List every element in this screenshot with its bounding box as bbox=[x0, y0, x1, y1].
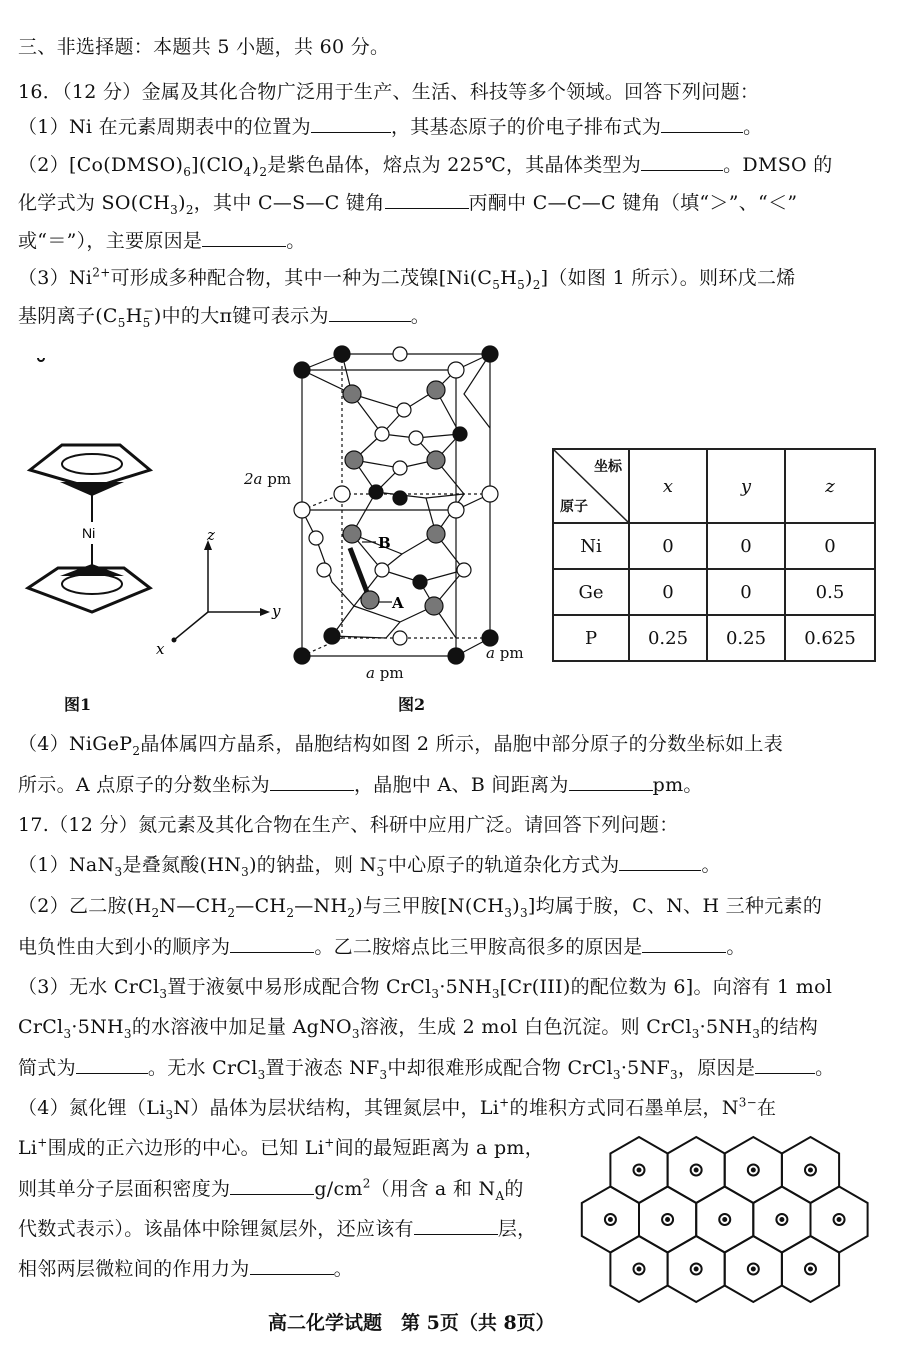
q16-stem: 16．（12 分）金属及其化合物广泛用于生产、生活、科技等多个领域。回答下列问题： bbox=[18, 81, 760, 103]
li3n-layer-figure bbox=[575, 1132, 885, 1312]
table-header-row bbox=[553, 449, 875, 523]
axis-z-label: z bbox=[207, 526, 215, 544]
q17-part3-line3: 简式为 。无水 CrCl$_3$置于液态 $NF_3$中却很难形成配合物 $CrCl_3\cdot 5NF_3$，原因是 。 bbox=[18, 1057, 835, 1082]
q17-part2-line1: （2）乙二胺$(H_2N—CH_2—CH_2—NH_2)$与三甲胺$[N(CH_3)_3]$均属于胺，C、N、H 三种元素的 bbox=[18, 895, 823, 920]
value-cell: 0 bbox=[629, 569, 707, 615]
q17-part3-line1: （3）无水 CrCl$_3$置于液氨中易形成配合物 $CrCl_3\cdot 5NH_3[Cr(III)$的配位数为 6]。向溶有 1 mol bbox=[18, 976, 833, 1001]
atom-cell: Ni bbox=[553, 523, 629, 569]
answer-blank[interactable] bbox=[202, 228, 286, 247]
table-row bbox=[553, 569, 875, 615]
answer-blank[interactable] bbox=[569, 772, 653, 791]
point-b-label: B bbox=[378, 534, 391, 552]
point-a-label: A bbox=[392, 594, 404, 612]
q17-stem: 17.（12 分）氮元素及其化合物在生产、科研中应用广泛。请回答下列问题： bbox=[18, 814, 679, 836]
answer-blank[interactable] bbox=[619, 852, 701, 871]
column-header: x bbox=[629, 449, 707, 523]
nitrogen-atom-core bbox=[637, 1267, 642, 1272]
answer-blank[interactable] bbox=[230, 1176, 314, 1195]
answer-blank[interactable] bbox=[755, 1055, 815, 1074]
nitrogen-atom-core bbox=[722, 1217, 727, 1222]
answer-blank[interactable] bbox=[385, 190, 469, 209]
q16-part2-line2: 化学式为 $SO(CH_3)_2$，其中 C—S—C 键角 丙酮中 C—C—C 键角（填“＞”、“＜” bbox=[18, 192, 798, 217]
header-coordinate: 坐标 bbox=[594, 459, 622, 475]
q17-part4-line5: 相邻两层微粒间的作用力为 。 bbox=[18, 1258, 353, 1280]
q16-part4-line2: 所示。A 点原子的分数坐标为 ，晶胞中 A、B 间距离为 pm。 bbox=[18, 774, 703, 796]
q17-part3-line2: $CrCl_3\cdot 5NH_3$的水溶液中加足量 AgNO$_3$溶液，生成 2 mol 白色沉淀。则 $CrCl_3\cdot 5NH_3$的结构 bbox=[18, 1016, 819, 1041]
value-cell: 0 bbox=[707, 523, 785, 569]
nitrogen-atom-core bbox=[837, 1217, 842, 1222]
q16-part2-line1: $(2)[Co(DMSO)_6](ClO_4)_2$是紫色晶体，熔点为 225℃，其晶体类型为 。DMSO 的 bbox=[18, 154, 833, 179]
atom-cell: P bbox=[553, 615, 629, 661]
column-header: y bbox=[707, 449, 785, 523]
diagonal-header-cell bbox=[553, 449, 629, 523]
answer-blank[interactable] bbox=[641, 152, 723, 171]
nitrogen-atom-core bbox=[808, 1267, 813, 1272]
page-footer: 高二化学试题 第 5页（共 8页） bbox=[268, 1312, 555, 1334]
answer-blank[interactable] bbox=[230, 934, 314, 953]
axis-x-label: x bbox=[156, 640, 165, 658]
table-row bbox=[553, 615, 875, 661]
value-cell: 0.25 bbox=[707, 615, 785, 661]
table-row bbox=[553, 523, 875, 569]
ni-label: Ni bbox=[82, 525, 96, 541]
nitrogen-atom-core bbox=[779, 1217, 784, 1222]
answer-blank[interactable] bbox=[311, 114, 391, 133]
atom-cell: Ge bbox=[553, 569, 629, 615]
figure-1-caption: 图1 bbox=[64, 695, 92, 714]
answer-blank[interactable] bbox=[642, 934, 726, 953]
value-cell: 0.625 bbox=[785, 615, 875, 661]
q17-part4-line2: Li+围成的正六边形的中心。已知 Li+间的最短距离为 a pm， bbox=[18, 1135, 545, 1159]
q16-part3-line2: 基阴离子$(C_5H_5^-)$中的大π键可表示为 。 bbox=[18, 303, 431, 330]
answer-blank[interactable] bbox=[414, 1216, 498, 1235]
value-cell: 0.25 bbox=[629, 615, 707, 661]
nitrogen-atom-core bbox=[637, 1168, 642, 1173]
q17-part1: （1）NaN$_3$是叠氮酸$(HN_3)$的钠盐，则 $N_3^-$中心原子的轨道杂化方式为 。 bbox=[18, 852, 721, 879]
q16-part3-line1: $(3)Ni^{2+}$可形成多种配合物，其中一种为二茂镍$[Ni(C_5H_5)_2]$（如图 1 所示）。则环戊二烯 bbox=[18, 265, 796, 292]
q16-part4-line1: （4）NiGeP$_2$晶体属四方晶系，晶胞结构如图 2 所示，晶胞中部分原子的分数坐标如上表 bbox=[18, 733, 784, 758]
nitrogen-atom-core bbox=[808, 1168, 813, 1173]
nitrogen-atom-core bbox=[608, 1217, 613, 1222]
answer-blank[interactable] bbox=[76, 1055, 148, 1074]
q16-part1: （1）Ni 在元素周期表中的位置为 ，其基态原子的价电子排布式为 。 bbox=[18, 116, 763, 138]
coordinate-table bbox=[552, 448, 876, 662]
nitrogen-atom-core bbox=[751, 1267, 756, 1272]
answer-blank[interactable] bbox=[661, 114, 743, 133]
label-2a-pm: 2a pm bbox=[244, 470, 292, 488]
nitrogen-atom-core bbox=[665, 1217, 670, 1222]
value-cell: 0 bbox=[629, 523, 707, 569]
nitrogen-atom-core bbox=[694, 1267, 699, 1272]
section-header: 三、非选择题：本题共 5 小题，共 60 分。 bbox=[18, 36, 390, 58]
column-header: z bbox=[785, 449, 875, 523]
answer-blank[interactable] bbox=[250, 1256, 334, 1275]
q17-part4-line4: 代数式表示）。该晶体中除锂氮层外，还应该有 层， bbox=[18, 1218, 537, 1240]
answer-blank[interactable] bbox=[270, 772, 354, 791]
figure-2-caption: 图2 bbox=[398, 695, 426, 714]
axis-y-label: y bbox=[272, 602, 281, 620]
q17-part4-line3: 则其单分子层面积密度为 $g/cm^2$（用含 a 和 $N_A$的 bbox=[18, 1176, 524, 1203]
value-cell: 0.5 bbox=[785, 569, 875, 615]
value-cell: 0 bbox=[785, 523, 875, 569]
label-a-pm-bottom: a pm bbox=[366, 664, 404, 682]
nitrogen-atom-core bbox=[694, 1168, 699, 1173]
q16-part2-line3: 或“＝”），主要原因是 。 bbox=[18, 230, 306, 252]
header-atom: 原子 bbox=[560, 499, 588, 515]
figure-2-unit-cell bbox=[236, 338, 536, 688]
q17-part2-line2: 电负性由大到小的顺序为 。乙二胺熔点比三甲胺高很多的原因是 。 bbox=[18, 936, 746, 958]
label-a-pm-right: a pm bbox=[486, 644, 524, 662]
answer-blank[interactable] bbox=[329, 303, 411, 322]
value-cell: 0 bbox=[707, 569, 785, 615]
nitrogen-atom-core bbox=[751, 1168, 756, 1173]
q17-part4-line1: （4）氮化锂$(Li_3N)$晶体为层状结构，其锂氮层中，Li+的堆积方式同石墨单层，$N^{3-}$在 bbox=[18, 1095, 777, 1122]
